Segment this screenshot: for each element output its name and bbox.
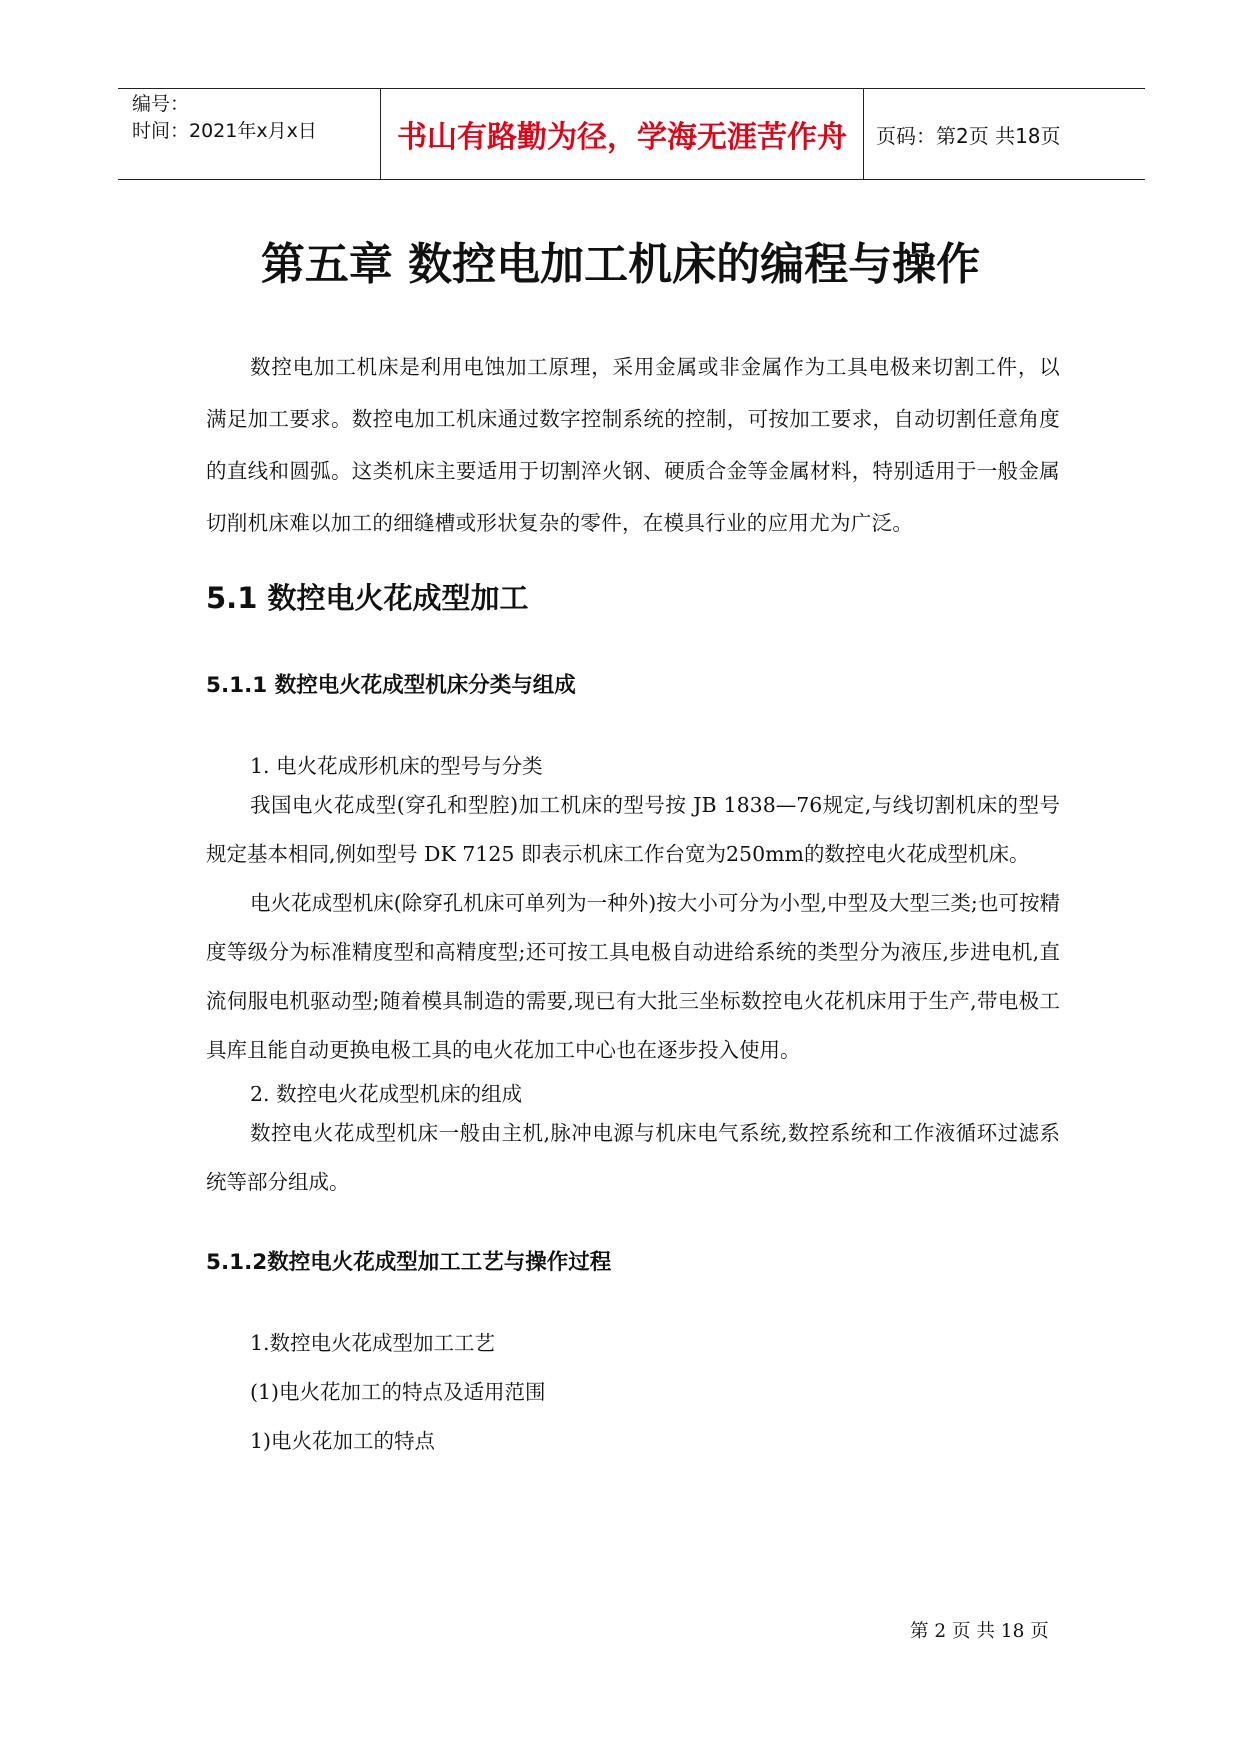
paragraph-model-spec: 我国电火花成型(穿孔和型腔)加工机床的型号按 JB 1838—76规定,与线切割机床的型号规定基本相同,例如型号 DK 7125 即表示机床工作台宽为250mm的数控电火花成型机床。 [206,793,1060,866]
list-item: 1.数控电火花成型加工工艺 [250,1331,496,1355]
section-5-1-2-heading: 5.1.2数控电火花成型加工工艺与操作过程 [206,1250,612,1275]
paragraph-classification: 电火花成型机床(除穿孔机床可单列为一种外)按大小可分为小型,中型及大型三类;也可按精度等级分为标准精度型和高精度型;还可按工具电极自动进给系统的类型分为液压,步进电机,直流伺服电机驱动型;随着模具制造的需要,现已有大批三坐标数控电火花机床用于生产,带电极工具库且能自动更换电极工具的电火花加工中心也在逐步投入使用。 [206,891,1060,1062]
header-table [118,88,1145,180]
chapter-title: 第五章 数控电加工机床的编程与操作 [260,239,981,290]
intro-paragraph: 数控电加工机床是利用电蚀加工原理，采用金属或非金属作为工具电极来切割工件，以满足加工要求。数控电加工机床通过数字控制系统的控制，可按加工要求，自动切割任意角度的直线和圆弧。这类机床主要适用于切割淬火钢、硬质合金等金属材料，特别适用于一般金属切削机床难以加工的细缝槽或形状复杂的零件，在模具行业的应用尤为广泛。 [206,355,1060,535]
header-number-label: 编号： [132,93,190,115]
header-motto: 书山有路勤为径，学海无涯苦作舟 [380,89,864,179]
list-item: 1)电火花加工的特点 [250,1429,436,1453]
list-item: 1. 电火花成形机床的型号与分类 [250,754,543,778]
header-info-cell [118,89,380,179]
header-time-label: 时间：2021年x月x日 [132,120,317,142]
section-5-1-1-heading: 5.1.1 数控电火花成型机床分类与组成 [206,673,576,698]
list-item: (1)电火花加工的特点及适用范围 [250,1380,546,1404]
list-item: 2. 数控电火花成型机床的组成 [250,1082,523,1106]
paragraph-composition: 数控电火花成型机床一般由主机,脉冲电源与机床电气系统,数控系统和工作液循环过滤系统等部分组成。 [206,1121,1060,1194]
section-5-1-heading: 5.1 数控电火花成型加工 [206,581,529,615]
page-footer: 第 2 页 共 18 页 [910,1621,1049,1642]
header-page-code: 页码：第2页 共18页 [876,123,1061,148]
